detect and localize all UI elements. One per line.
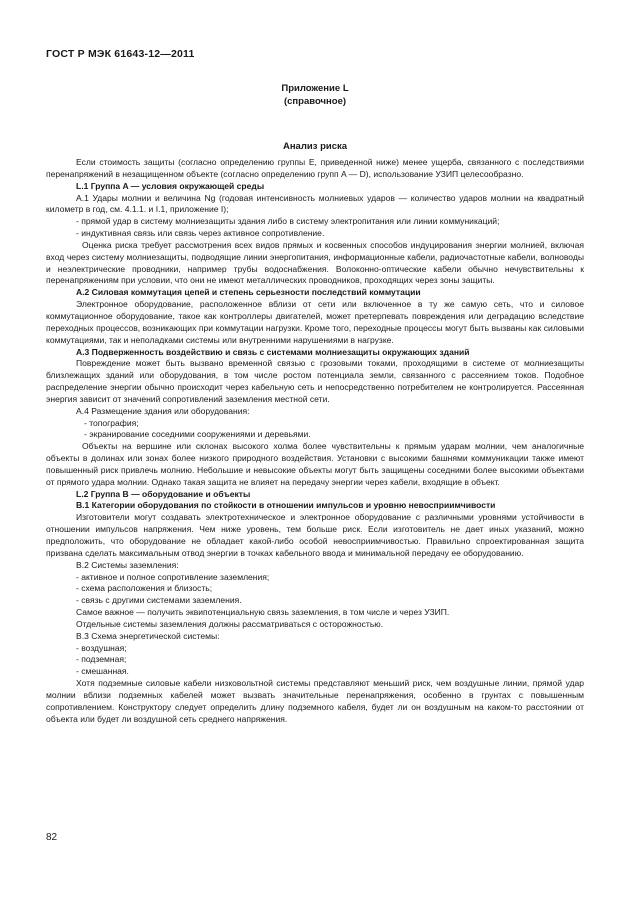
paragraph: Оценка риска требует рассмотрения всех видов прямых и косвенных способов индуцирования энергии молнией, включая вход через систему молниезащиты, подводящие линии энергопитания, информационные кабели, радиочастотные кабели, волноводы и неэлектрические проводники, например трубы водоснабжения. Волоконно-оптические кабели обычно нечувствительны к перенапряжениям при условии, что они не имеют металлических проводников, проходящих через зоны защиты. — [46, 239, 584, 286]
paragraph: Электронное оборудование, расположенное вблизи от сети или включенное в ту же самую сеть, что и силовое коммутационное оборудование, такое как контроллеры двигателей, может претерпевать повреждения или деградацию вследствие переходных процессов, возникающих при коммутации нагрузки. Кроме того, переходные процессы могут быть вызваны как силовыми коммутациями, так и неполадками системы или внутренними нарушениями в нагрузке. — [46, 299, 584, 345]
list-item: - прямой удар в систему молниезащиты здания либо в систему электропитания или линии коммуникаций; — [76, 216, 500, 227]
appendix-heading — [0, 82, 630, 108]
section-title: Анализ риска — [282, 141, 348, 152]
paragraph: A.4 Размещение здания или оборудования: — [76, 405, 250, 416]
page-number: 82 — [46, 832, 58, 843]
paragraph: Если стоимость защиты (согласно определению группы E, приведенной ниже) менее ущерба, связанного с последствиями перенапряжений в незащищенном объекте (согласно определению групп A — D), использование УЗИП целесообразно. — [46, 157, 584, 179]
list-item: - подземная; — [76, 654, 127, 665]
list-item: - активное и полное сопротивление заземления; — [76, 571, 270, 582]
list-item: - экранирование соседними сооружениями и деревьями. — [84, 429, 311, 440]
paragraph: B.3 Схема энергетической системы: — [76, 630, 220, 641]
list-item: - схема расположения и близость; — [76, 583, 213, 594]
paragraph: Объекты на вершине или склонах высокого холма более чувствительны к прямым ударам молнии, чем аналогичные объекты в долинах или зонах более низкого природного воздействия. Установки с высокими башнями коммуникации также имеют повышенный риск привлечь молнию. Небольшие и невысокие объекты могут быть защищены соседними более высокими объектами от прямого удара молнии. Однако такая защита не влияет на передачу энергии через кабели, входящие в объект. — [46, 441, 584, 487]
paragraph: A.1 Удары молнии и величина Ng (годовая интенсивность молниевых ударов — количество ударов молнии на квадратный километр в год, см. 4.1.1. и I.1, приложение I); — [46, 192, 584, 215]
list-item: - связь с другими системами заземления. — [76, 595, 242, 606]
list-item: - смешанная. — [76, 666, 129, 677]
subsection-heading: A.2 Силовая коммутация цепей и степень серьезности последствий коммутации — [76, 287, 421, 298]
appendix-label: Приложение L — [281, 83, 349, 94]
paragraph: Повреждение может быть вызвано временной связью с грозовыми токами, проходящими в системе от молниезащиты близлежащих зданий или оборудования, в том числе ростом потенциала земли, связанного с рассеянием токов. Подобное распределение энергии обычно происходит через кабельную сеть и непосредственно потребителем не контролируется. Рассеянная энергия зависит от значений сопротивлений заземления местной сети. — [46, 358, 584, 404]
list-item: - индуктивная связь или связь через активное сопротивление. — [76, 228, 325, 239]
list-item: - воздушная; — [76, 642, 127, 653]
subsection-heading: L.1 Группа A — условия окружающей среды — [76, 180, 265, 191]
paragraph: Самое важное — получить эквипотенциальную связь заземления, в том числе и через УЗИП. — [76, 607, 450, 618]
subsection-heading: L.2 Группа B — оборудование и объекты — [76, 488, 251, 499]
paragraph: Хотя подземные силовые кабели низковольтной системы представляют меньший риск, чем воздушные линии, прямой удар молнии вблизи подземных кабелей может вызвать значительные перенапряжения, особенно в грунтах с повышенным сопротивлением. Конструктору следует определить длину подземного кабеля, будет ли он воздушным на каком-то расстоянии от объекта или будет ли воздушной сеть среднего напряжения. — [46, 678, 584, 724]
paragraph: B.2 Системы заземления: — [76, 559, 179, 570]
appendix-type: (справочное) — [283, 96, 347, 107]
subsection-heading: A.3 Подверженность воздействию и связь с системами молниезащиты окружающих зданий — [76, 346, 470, 357]
subsection-heading: B.1 Категории оборудования по стойкости в отношении импульсов и уровню невосприимчивости — [76, 500, 496, 511]
document-header: ГОСТ Р МЭК 61643-12—2011 — [46, 48, 195, 60]
paragraph: Изготовители могут создавать электротехническое и электронное оборудование с различными уровнями устойчивости в отношении импульсов напряжения. Чем ниже уровень, тем больше риск. Если изготовитель не дает иных указаний, можно предположить, что оборудование не обладает какой-либо особой невосприимчивостью. Правильно спроектированная защита призвана сделать максимальным отвод энергии в точках кабельного ввода и минимальной передачу ее оборудованию. — [46, 512, 584, 558]
paragraph: Отдельные системы заземления должны рассматриваться с осторожностью. — [76, 618, 384, 629]
body-text — [46, 157, 584, 726]
list-item: - топография; — [84, 417, 139, 428]
